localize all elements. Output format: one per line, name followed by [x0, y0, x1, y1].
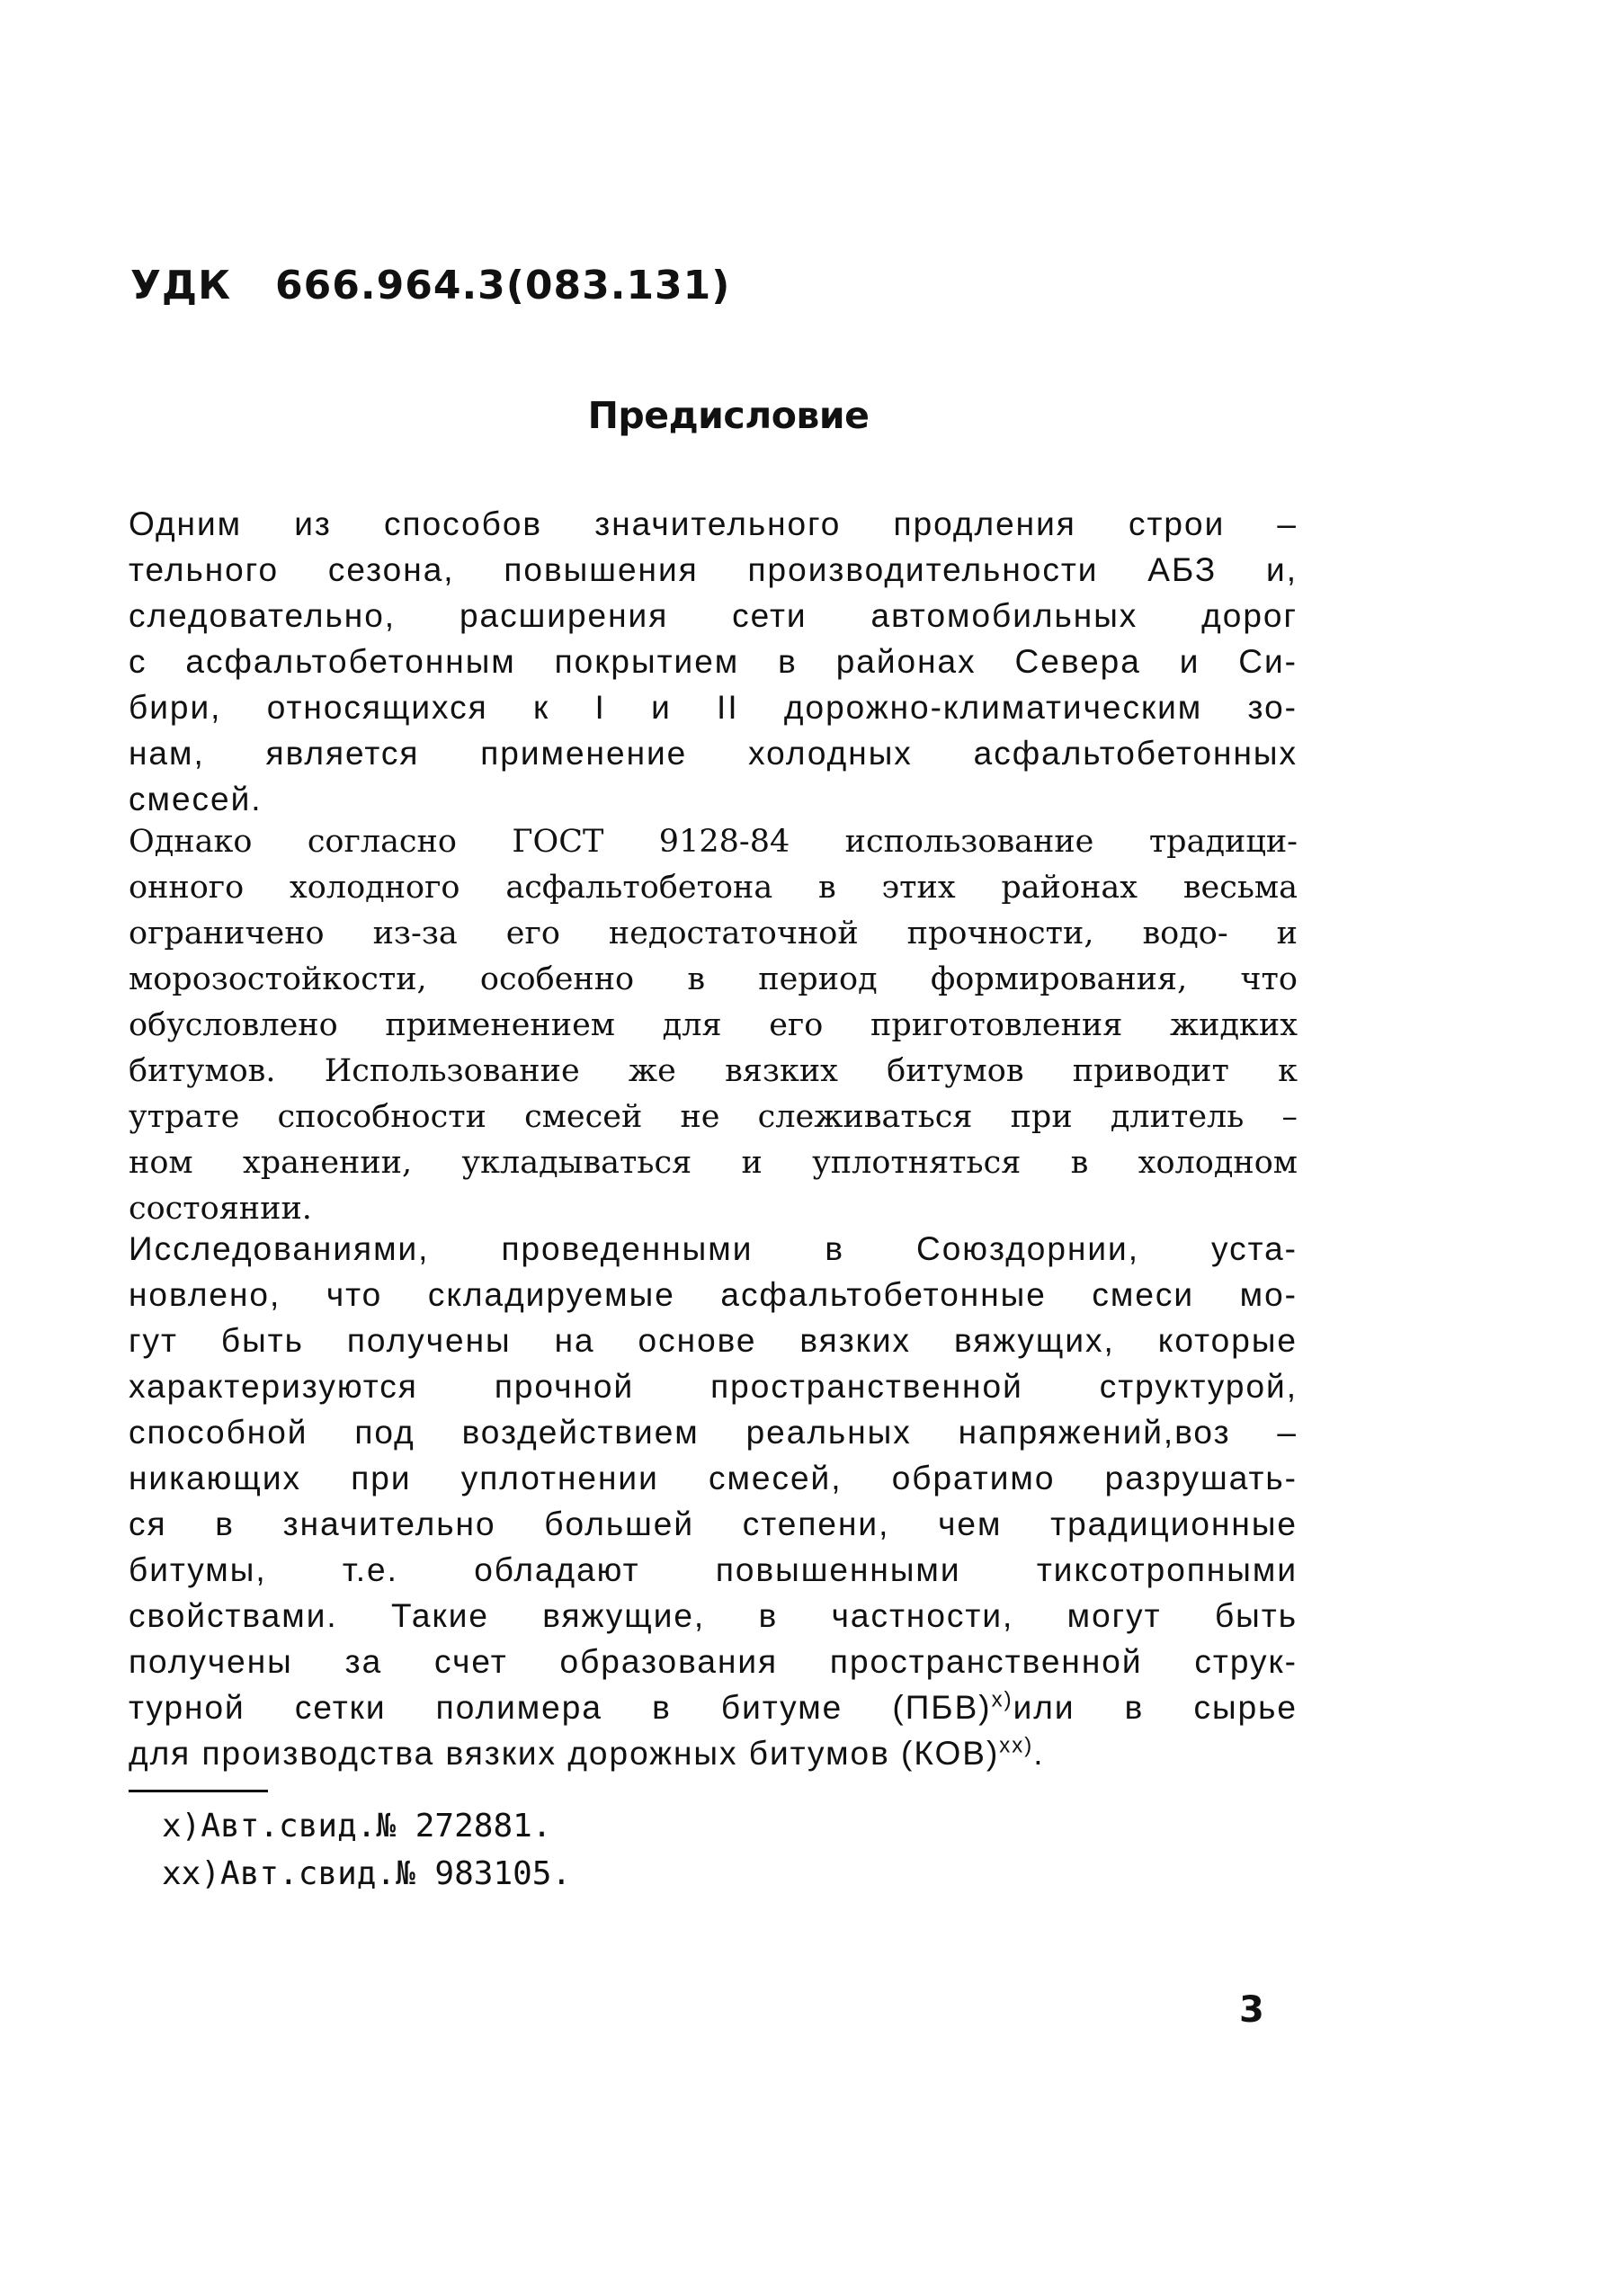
text-line: тельного сезона, повышения производительности АБЗ и, [129, 551, 1298, 588]
text-line: следовательно, расширения сети автомобильных дорог [129, 597, 1298, 634]
text-fragment: турной сетки полимера в битуме (ПБВ) [129, 1689, 992, 1726]
text-line: никающих при уплотнении смесей, обратимо разрушать- [129, 1460, 1298, 1496]
footnote-marker: хх) [999, 1733, 1034, 1758]
text-line: морозостойкости, особенно в период формирования, что [129, 961, 1298, 997]
footnote-2: хх)Авт.свид.№ 983105. [162, 1855, 572, 1892]
text-line: свойствами. Такие вяжущие, в частности, могут быть [129, 1597, 1298, 1634]
text-line: характеризуются прочной пространственной структурой, [129, 1368, 1298, 1405]
text-line: бири, относящихся к I и II дорожно-климатическим зо- [129, 689, 1298, 726]
text-line: Однако согласно ГОСТ 9128-84 использование традици- [129, 824, 1298, 860]
text-line: получены за счет образования пространственной струк- [129, 1643, 1298, 1680]
text-line: утрате способности смесей не слеживаться при длитель – [129, 1099, 1298, 1135]
paragraph-1 [129, 501, 1298, 822]
footnote-marker: х) [991, 1687, 1013, 1712]
page-title: Предисловие [587, 394, 870, 437]
page-number: 3 [1239, 1989, 1264, 2031]
text-line-with-footnote [129, 1730, 1298, 1776]
text-line: битумов. Использование же вязких битумов приводит к [129, 1053, 1298, 1089]
text-fragment: для производства вязких дорожных битумов (КОВ) [129, 1735, 1000, 1772]
paragraph-3 [129, 1226, 1298, 1776]
text-line-with-footnote [129, 1684, 1298, 1730]
text-line: нам, является применение холодных асфальтобетонных [129, 735, 1298, 772]
text-line: новлено, что складируемые асфальтобетонные смеси мо- [129, 1276, 1298, 1313]
text-line: ограничено из-за его недостаточной прочности, водо- и [129, 916, 1298, 951]
udc-code: УДК 666.964.3(083.131) [130, 263, 731, 308]
text-fragment: или в сырье [1013, 1689, 1298, 1726]
text-line: ся в значительно большей степени, чем традиционные [129, 1505, 1298, 1542]
text-line: гут быть получены на основе вязких вяжущих, которые [129, 1322, 1298, 1359]
text-line: с асфальтобетонным покрытием в районах Севера и Си- [129, 643, 1298, 680]
text-line: состоянии. [129, 1191, 312, 1227]
text-line: битумы, т.е. обладают повышенными тиксотропными [129, 1551, 1298, 1588]
text-line: обусловлено применением для его приготовления жидких [129, 1007, 1298, 1043]
paragraph-2 [129, 819, 1298, 1232]
text-fragment: . [1033, 1735, 1045, 1772]
text-line: ном хранении, укладываться и уплотняться в холодном [129, 1145, 1298, 1181]
text-line: онного холодного асфальтобетона в этих районах весьма [129, 870, 1298, 906]
text-line: Исследованиями, проведенными в Союздорнии, уста- [129, 1230, 1298, 1267]
text-line: Одним из способов значительного продления строи – [129, 505, 1298, 542]
text-line: смесей. [129, 781, 263, 817]
footnote-1: х)Авт.свид.№ 272881. [162, 1808, 552, 1845]
text-line: способной под воздействием реальных напряжений,воз – [129, 1414, 1298, 1451]
footnote-separator [129, 1790, 268, 1792]
